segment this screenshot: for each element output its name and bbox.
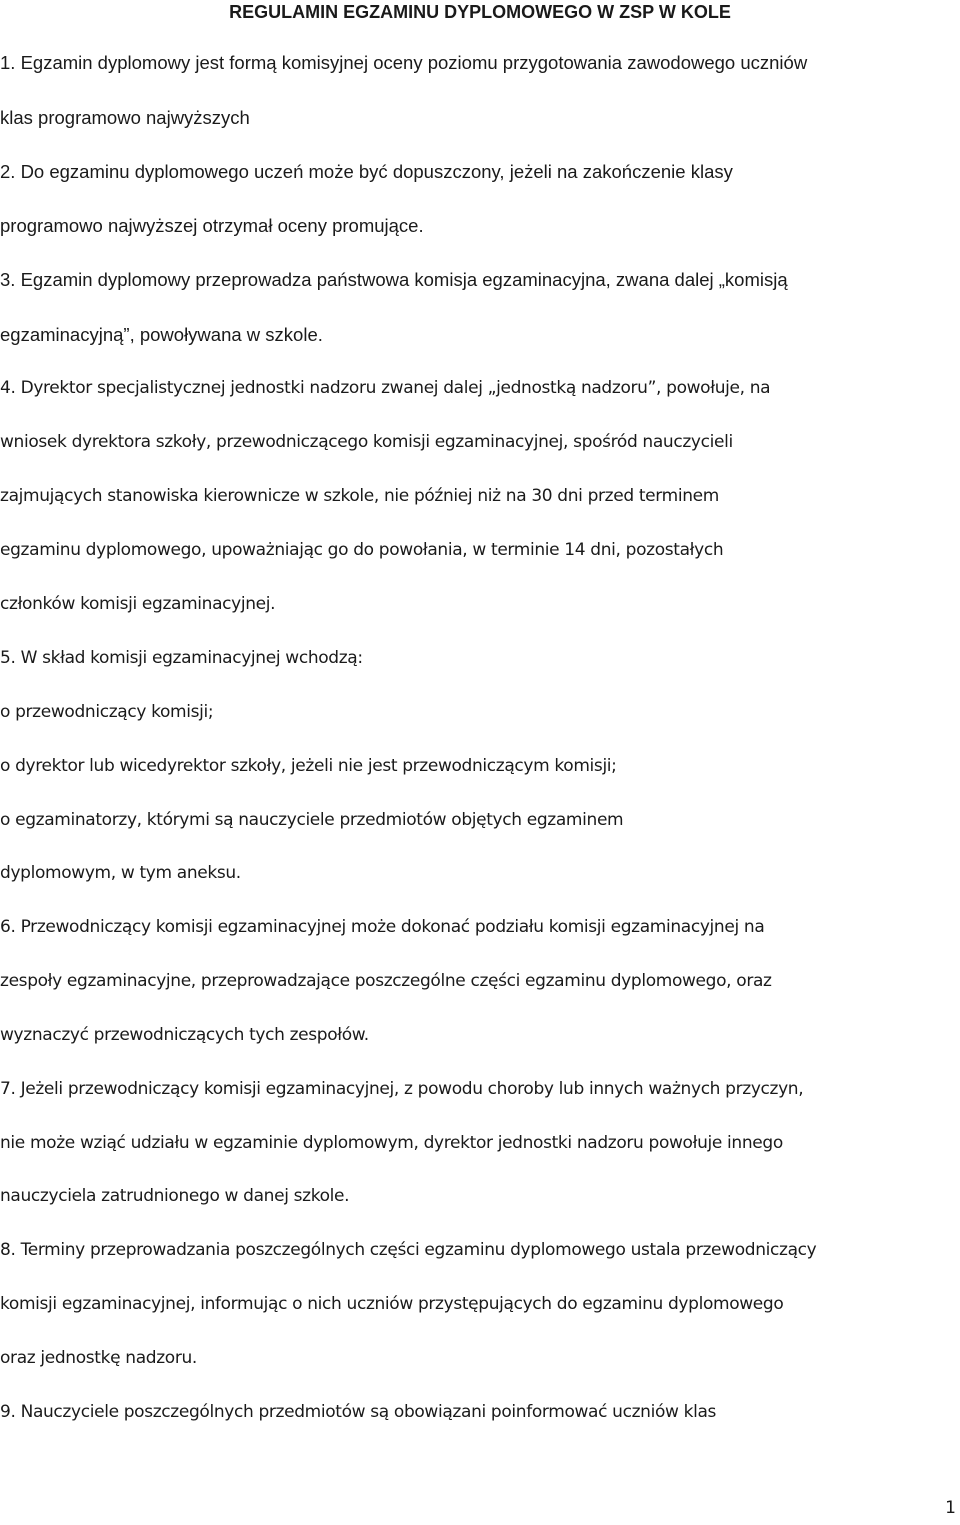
text-line: 5. W skład komisji egzaminacyjnej wchodzą: [0, 648, 363, 668]
text-line: nauczyciela zatrudnionego w danej szkole. [0, 1186, 350, 1206]
text-line: oraz jednostkę nadzoru. [0, 1348, 197, 1368]
text-line: wyznaczyć przewodniczących tych zespołów. [0, 1025, 369, 1045]
text-line: 2. Do egzaminu dyplomowego uczeń może być dopuszczony, jeżeli na zakończenie klasy [0, 161, 733, 182]
text-line: 4. Dyrektor specjalistycznej jednostki nadzoru zwanej dalej „jednostką nadzoru”, powołuje, na [0, 378, 771, 398]
text-line: wniosek dyrektora szkoły, przewodniczącego komisji egzaminacyjnej, spośród nauczycieli [0, 432, 733, 452]
text-line: 9. Nauczyciele poszczególnych przedmiotów są obowiązani poinformować uczniów klas [0, 1402, 717, 1422]
text-line: o dyrektor lub wicedyrektor szkoły, jeżeli nie jest przewodniczącym komisji; [0, 756, 617, 776]
text-line: członków komisji egzaminacyjnej. [0, 594, 276, 614]
text-line: o egzaminatorzy, którymi są nauczyciele przedmiotów objętych egzaminem [0, 810, 624, 830]
text-line: egzaminu dyplomowego, upoważniając go do powołania, w terminie 14 dni, pozostałych [0, 540, 724, 560]
page-number: 1 [945, 1498, 956, 1518]
text-line: dyplomowym, w tym aneksu. [0, 863, 241, 883]
text-line: 8. Terminy przeprowadzania poszczególnych części egzaminu dyplomowego ustala przewodniczący [0, 1240, 817, 1260]
text-line: klas programowo najwyższych [0, 107, 250, 128]
text-line: nie może wziąć udziału w egzaminie dyplomowym, dyrektor jednostki nadzoru powołuje innego [0, 1133, 783, 1153]
text-line: zajmujących stanowiska kierownicze w szkole, nie później niż na 30 dni przed terminem [0, 486, 719, 506]
text-line: egzaminacyjną”, powoływana w szkole. [0, 324, 323, 345]
text-line: 7. Jeżeli przewodniczący komisji egzaminacyjnej, z powodu choroby lub innych ważnych przyczyn, [0, 1079, 804, 1099]
text-line: programowo najwyższej otrzymał oceny promujące. [0, 215, 424, 236]
text-line: o przewodniczący komisji; [0, 702, 214, 722]
text-line: 6. Przewodniczący komisji egzaminacyjnej może dokonać podziału komisji egzaminacyjnej na [0, 917, 765, 937]
text-line: 1. Egzamin dyplomowy jest formą komisyjnej oceny poziomu przygotowania zawodowego uczniów [0, 52, 808, 73]
text-line: zespoły egzaminacyjne, przeprowadzające poszczególne części egzaminu dyplomowego, oraz [0, 971, 772, 991]
document-title: REGULAMIN EGZAMINU DYPLOMOWEGO W ZSP W KOLE [229, 2, 731, 22]
text-line: 3. Egzamin dyplomowy przeprowadza państwowa komisja egzaminacyjna, zwana dalej „komisją [0, 269, 788, 290]
text-line: komisji egzaminacyjnej, informując o nich uczniów przystępujących do egzaminu dyplomowego [0, 1294, 784, 1314]
